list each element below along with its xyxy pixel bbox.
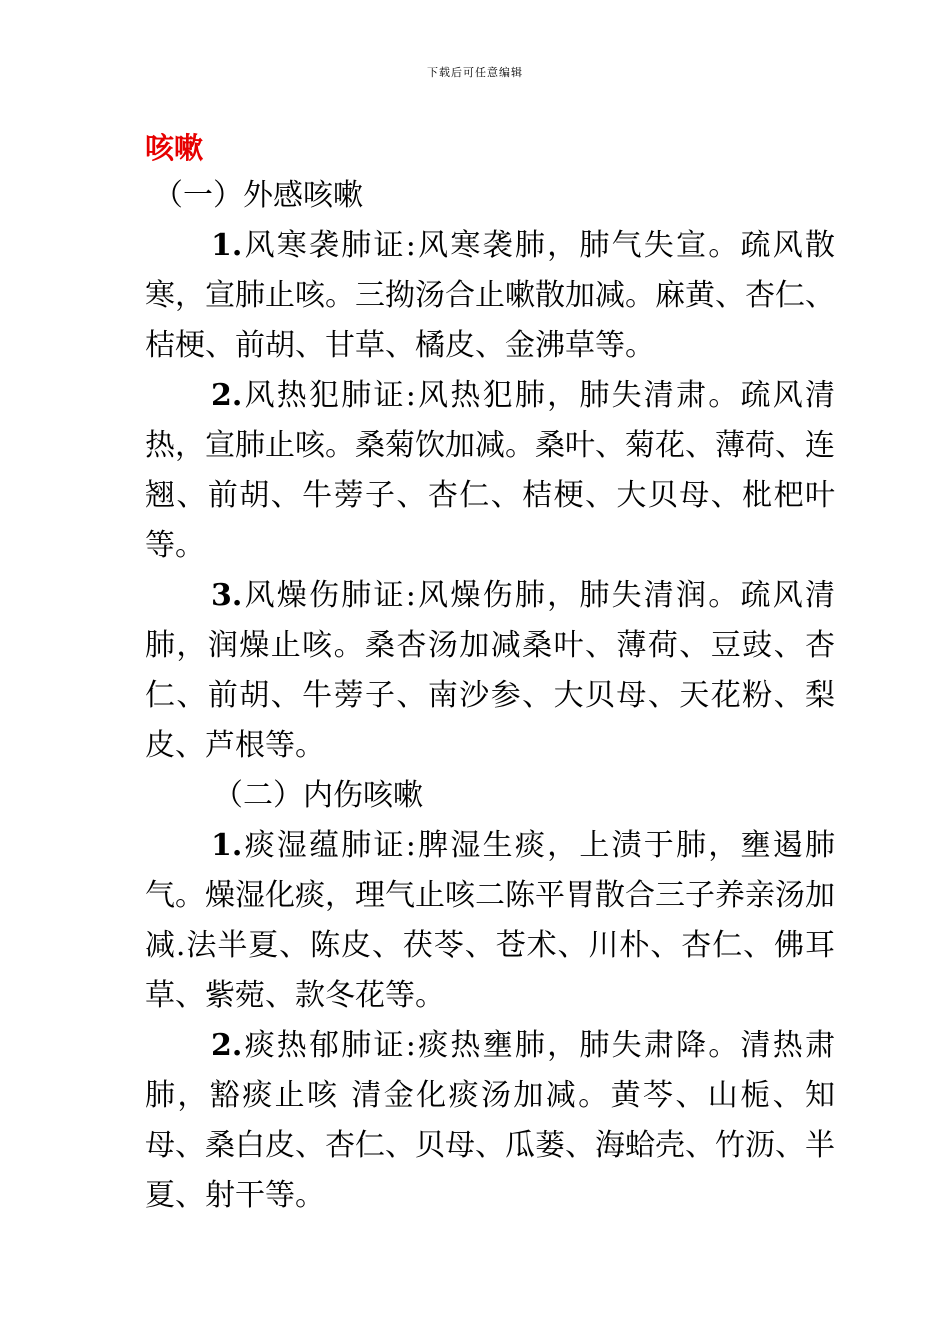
item-number: 1.	[211, 828, 243, 863]
syndrome-name: 风热犯肺证:	[242, 378, 416, 413]
syndrome-name: 风燥伤肺证:	[242, 578, 416, 613]
paragraph-wind-dryness	[145, 571, 835, 771]
syndrome-text: 风寒袭肺，肺气失宣。疏风散寒，宣肺止咳。三拗汤合止嗽散加减。麻黄、杏仁、桔梗、前胡、甘草、橘皮、金沸草等。	[145, 228, 836, 363]
paragraph-phlegm-heat	[145, 1021, 835, 1221]
paragraph-wind-heat	[145, 371, 835, 571]
item-number: 2.	[211, 378, 243, 413]
paragraph-phlegm-damp	[145, 821, 835, 1021]
paragraph-wind-cold	[145, 221, 835, 371]
syndrome-name: 风寒袭肺证:	[242, 228, 416, 263]
syndrome-text: 风热犯肺，肺失清肃。疏风清热，宣肺止咳。桑菊饮加减。桑叶、菊花、薄荷、连翘、前胡、牛蒡子、杏仁、桔梗、大贝母、枇杷叶等。	[145, 378, 836, 563]
section-heading-external-cough: （一）外感咳嗽	[153, 178, 363, 213]
syndrome-name: 痰热郁肺证:	[242, 1028, 416, 1063]
section-heading-internal-cough: （二）内伤咳嗽	[213, 778, 423, 813]
document-title: 咳嗽	[145, 131, 204, 165]
syndrome-text: 风燥伤肺，肺失清润。疏风清肺，润燥止咳。桑杏汤加减桑叶、薄荷、豆豉、杏仁、前胡、牛蒡子、南沙参、大贝母、天花粉、梨皮、芦根等。	[145, 578, 836, 763]
syndrome-text: 脾湿生痰，上渍于肺，壅遏肺气。燥湿化痰，理气止咳二陈平胃散合三子养亲汤加减.法半夏、陈皮、茯苓、苍术、川朴、杏仁、佛耳草、紫菀、款冬花等。	[145, 828, 836, 1013]
syndrome-name: 痰湿蕴肺证:	[242, 828, 416, 863]
document-body	[145, 125, 835, 1221]
page-header: 下载后可任意编辑	[427, 66, 523, 79]
item-number: 3.	[211, 578, 243, 613]
syndrome-text: 痰热壅肺，肺失肃降。清热肃肺，豁痰止咳 清金化痰汤加减。黄芩、山栀、知母、桑白皮、杏仁、贝母、瓜蒌、海蛤壳、竹沥、半夏、射干等。	[145, 1028, 836, 1213]
item-number: 2.	[211, 1028, 243, 1063]
item-number: 1.	[211, 228, 243, 263]
